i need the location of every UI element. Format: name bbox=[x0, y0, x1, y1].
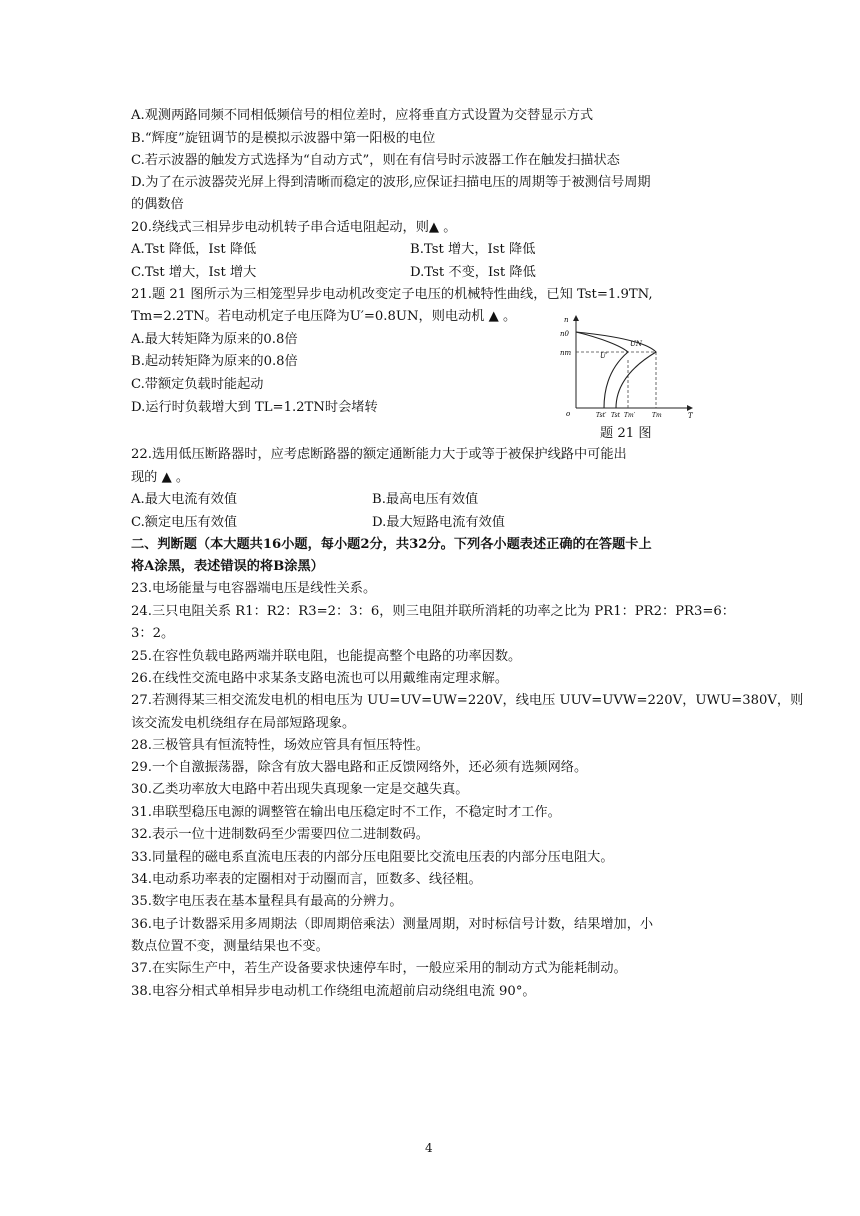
q34: 34.电动系功率表的定圈相对于动圈而言，匝数多、线径粗。 bbox=[131, 872, 482, 887]
curve-label-u-prime: U′ bbox=[600, 352, 608, 360]
q21-option-b: B.起动转矩降为原来的0.8倍 bbox=[131, 354, 298, 369]
q20-option-d: D.Tst 不变，Ist 降低 bbox=[410, 265, 536, 280]
q22-stem: 22.选用低压断路器时，应考虑断路器的额定通断能力大于或等于被保护线路中可能出 bbox=[131, 447, 627, 462]
q19-option-a: A.观测两路同频不同相低频信号的相位差时，应将垂直方式设置为交替显示方式 bbox=[131, 108, 594, 123]
q31: 31.串联型稳压电源的调整管在输出电压稳定时不工作，不稳定时才工作。 bbox=[131, 805, 561, 820]
tick-label-tst-prime: Tst′ bbox=[596, 412, 607, 419]
q21-option-c: C.带额定负载时能起动 bbox=[131, 377, 264, 392]
q27-cont: 该交流发电机绕组存在局部短路现象。 bbox=[131, 716, 356, 731]
q22-option-d: D.最大短路电流有效值 bbox=[372, 515, 505, 530]
q20-option-c: C.Tst 增大，Ist 增大 bbox=[131, 265, 257, 280]
q20-option-b: B.Tst 增大，Ist 降低 bbox=[410, 242, 536, 257]
q35: 35.数字电压表在基本量程具有最高的分辨力。 bbox=[131, 894, 403, 909]
curve-label-un: UN bbox=[630, 340, 643, 348]
q24-cont: 3：2。 bbox=[131, 626, 175, 641]
q37: 37.在实际生产中，若生产设备要求快速停车时，一般应采用的制动方式为能耗制动。 bbox=[131, 961, 627, 976]
q24: 24.三只电阻关系 R1：R2：R3=2：3：6，则三电阻并联所消耗的功率之比为 PR1：PR2：PR3=6： bbox=[131, 604, 735, 619]
curve-u-prime bbox=[576, 332, 628, 408]
q19-option-d: D.为了在示波器荧光屏上得到清晰而稳定的波形,应保证扫描电压的周期等于被测信号周期 bbox=[131, 175, 651, 190]
q19-option-d-cont: 的偶数倍 bbox=[131, 197, 184, 212]
q36-cont: 数点位置不变，测量结果也不变。 bbox=[131, 939, 329, 954]
q23: 23.电场能量与电容器端电压是线性关系。 bbox=[131, 581, 377, 596]
q28: 28.三极管具有恒流特性，场效应管具有恒压特性。 bbox=[131, 738, 429, 753]
q21-stem-cont: Tm=2.2TN。若电动机定子电压降为U′=0.8UN，则电动机 ▲ 。 bbox=[131, 309, 517, 324]
q21-mechanical-characteristic-figure bbox=[556, 312, 698, 420]
q30: 30.乙类功率放大电路中若出现失真现象一定是交越失真。 bbox=[131, 782, 469, 797]
q19-option-c: C.若示波器的触发方式选择为“自动方式”，则在有信号时示波器工作在触发扫描状态 bbox=[131, 153, 620, 168]
page-number: 4 bbox=[425, 1141, 433, 1155]
q27: 27.若测得某三相交流发电机的相电压为 UU=UV=UW=220V，线电压 UUV=UVW=220V，UWU=380V，则 bbox=[131, 693, 804, 708]
q33: 33.同量程的磁电系直流电压表的内部分压电阻要比交流电压表的内部分压电阻大。 bbox=[131, 850, 614, 865]
q36: 36.电子计数器采用多周期法（即周期倍乘法）测量周期，对时标信号计数，结果增加，小 bbox=[131, 917, 654, 932]
q21-stem: 21.题 21 图所示为三相笼型异步电动机改变定子电压的机械特性曲线，已知 Tst=1.9TN, bbox=[131, 287, 653, 302]
q38: 38.电容分相式单相异步电动机工作绕组电流超前启动绕组电流 90°。 bbox=[131, 984, 536, 999]
q26: 26.在线性交流电路中求某条支路电流也可以用戴维南定理求解。 bbox=[131, 671, 509, 686]
figure-caption: 题 21 图 bbox=[600, 426, 652, 441]
tick-label-tm: Tm bbox=[652, 412, 662, 419]
tick-label-tst: Tst bbox=[611, 412, 621, 419]
q20-stem: 20.绕线式三相异步电动机转子串合适电阻起动，则▲ 。 bbox=[131, 220, 457, 235]
axis-label-t: T bbox=[688, 412, 693, 420]
section-2-heading-cont: 将A涂黑，表述错误的将B涂黑） bbox=[131, 559, 324, 574]
axis-label-n: n bbox=[564, 316, 569, 324]
tick-label-tm-prime: Tm′ bbox=[624, 412, 636, 419]
q21-option-d: D.运行时负载增大到 TL=1.2TN时会堵转 bbox=[131, 400, 378, 415]
q19-option-b: B.“辉度”旋钮调节的是模拟示波器中第一阳极的电位 bbox=[131, 131, 436, 146]
axis-label-nm: nm bbox=[560, 349, 572, 357]
q29: 29.一个自激振荡器，除含有放大器电路和正反馈网络外，还必须有选频网络。 bbox=[131, 760, 588, 775]
q22-option-c: C.额定电压有效值 bbox=[131, 515, 238, 530]
axis-label-n0: n0 bbox=[560, 330, 569, 338]
q21-option-a: A.最大转矩降为原来的0.8倍 bbox=[131, 332, 298, 347]
origin-label: o bbox=[566, 410, 571, 418]
q20-option-a: A.Tst 降低，Ist 降低 bbox=[131, 242, 257, 257]
curve-un bbox=[576, 332, 656, 408]
q25: 25.在容性负载电路两端并联电阻，也能提高整个电路的功率因数。 bbox=[131, 649, 522, 664]
q22-stem-cont: 现的 ▲ 。 bbox=[131, 470, 190, 485]
q22-option-a: A.最大电流有效值 bbox=[131, 492, 238, 507]
q22-option-b: B.最高电压有效值 bbox=[372, 492, 479, 507]
q32: 32.表示一位十进制数码至少需要四位二进制数码。 bbox=[131, 827, 429, 842]
section-2-heading: 二、判断题（本大题共16小题，每小题2分，共32分。下列各小题表述正确的在答题卡上 bbox=[131, 537, 652, 552]
